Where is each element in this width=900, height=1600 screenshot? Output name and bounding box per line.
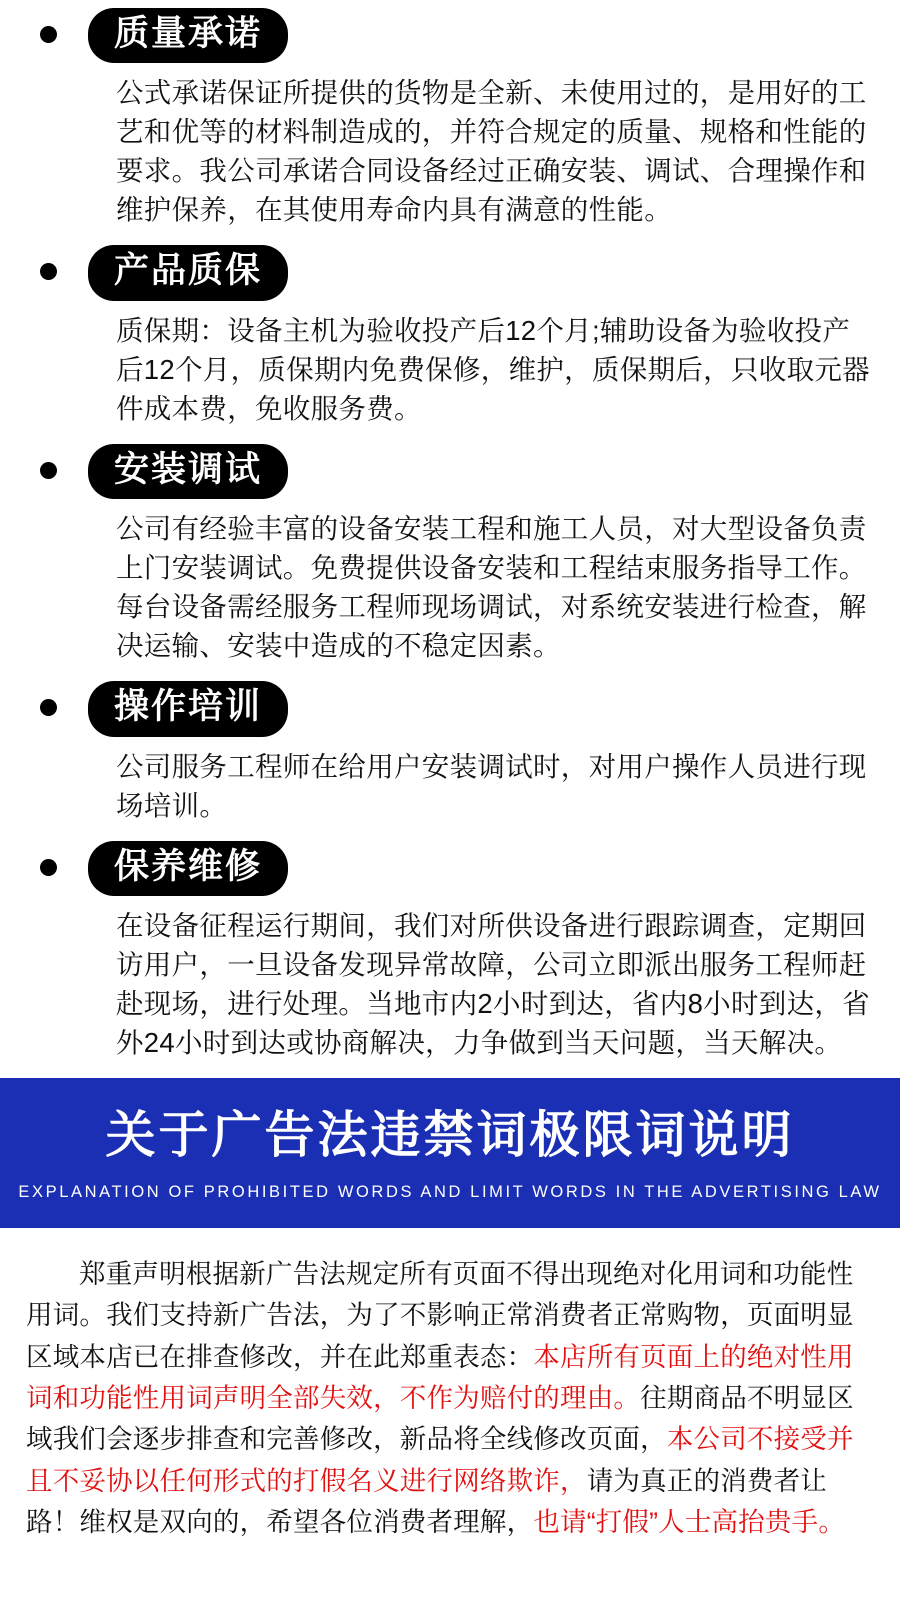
bullet-icon xyxy=(40,699,57,716)
section-body: 公式承诺保证所提供的货物是全新、未使用过的，是用好的工艺和优等的材料制造成的，并符合规定的质量、规格和性能的要求。我公司承诺合同设备经过正确安装、调试、合理操作和维护保养，在其使用寿命内具有满意的性能。 xyxy=(116,77,867,226)
banner-subtitle: EXPLANATION OF PROHIBITED WORDS AND LIMIT WORDS IN THE ADVERTISING LAW xyxy=(18,1183,882,1202)
disclaimer-red-3: 也请“打假”人士高抬贵手。 xyxy=(533,1507,846,1538)
disclaimer-text xyxy=(0,1228,900,1543)
section-body: 在设备征程运行期间，我们对所供设备进行跟踪调查，定期回访用户，一旦设备发现异常故障，公司立即派出服务工程师赶赴现场，进行处理。当地市内2小时到达，省内8小时到达，省外24小时到达或协商解决，力争做到当天问题，当天解决。 xyxy=(116,909,870,1058)
advertising-law-banner xyxy=(0,1078,900,1228)
section-quality-promise xyxy=(26,8,874,229)
disclaimer-part-1: 郑重声明根据新广告法规定所有页面不得出现绝对化用词和功能性用词。我们支持新广告法，为了不影响正常消费者正常购物，页面明显区域本店已在排查修改，并在此郑重表态： xyxy=(26,1259,854,1372)
section-heading: 质量承诺 xyxy=(88,8,288,63)
section-body: 质保期：设备主机为验收投产后12个月;辅助设备为验收投产后12个月，质保期内免费保修，维护，质保期后，只收取元器件成本费，免收服务费。 xyxy=(116,314,870,424)
section-heading: 操作培训 xyxy=(88,681,288,736)
section-maintenance-repair xyxy=(26,841,874,1062)
disclaimer-red-1: 本店所有页面上的绝对性用词和功能性用词声明全部失效，不作为赔付的理由。 xyxy=(26,1341,854,1414)
bullet-icon xyxy=(40,263,57,280)
section-body: 公司有经验丰富的设备安装工程和施工人员，对大型设备负责上门安装调试。免费提供设备安装和工程结束服务指导工作。每台设备需经服务工程师现场调试，对系统安装进行检查，解决运输、安装中造成的不稳定因素。 xyxy=(116,513,867,662)
section-heading: 安装调试 xyxy=(88,444,288,499)
bullet-icon xyxy=(40,462,57,479)
disclaimer-part-3: 请为真正的消费者让路！维权是双向的，希望各位消费者理解， xyxy=(26,1465,828,1538)
disclaimer-part-2: 往期商品不明显区域我们会逐步排查和完善修改，新品将全线修改页面， xyxy=(26,1383,854,1455)
section-installation-debugging xyxy=(26,444,874,665)
disclaimer-red-2: 本公司不接受并且不妥协以任何形式的打假名义进行网络欺诈， xyxy=(26,1424,854,1496)
section-operation-training xyxy=(26,681,874,824)
section-heading: 产品质保 xyxy=(88,245,288,300)
bullet-icon xyxy=(40,26,57,43)
section-body: 公司服务工程师在给用户安装调试时，对用户操作人员进行现场培训。 xyxy=(116,750,867,821)
bullet-icon xyxy=(40,859,57,876)
section-heading: 保养维修 xyxy=(88,841,288,896)
section-product-warranty xyxy=(26,245,874,427)
banner-title: 关于广告法违禁词极限词说明 xyxy=(105,1107,795,1164)
